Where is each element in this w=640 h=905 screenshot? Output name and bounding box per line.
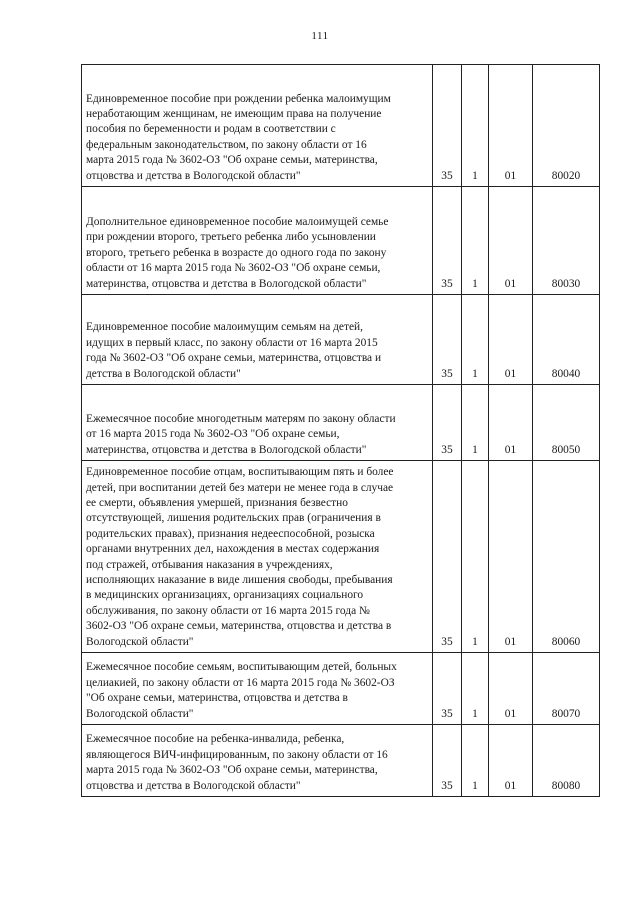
description-line: федеральным законодательством, по закону области от 16 (86, 138, 367, 151)
description-line: родительских правах), признания недееспособной, розыска (86, 527, 375, 540)
row-description (82, 725, 433, 797)
description-line: Ежемесячное пособие на ребенка-инвалида, ребенка, (86, 733, 345, 746)
target-article-code: 80030 (533, 187, 600, 295)
description-line: исполняющих наказание в виде лишения свободы, пребывания (86, 573, 393, 586)
description-line: Единовременное пособие при рождении ребенка малоимущим (86, 92, 391, 105)
ministry-code: 35 (433, 187, 462, 295)
row-description (82, 653, 433, 725)
ministry-code: 35 (433, 385, 462, 461)
description-line: Вологодской области" (86, 707, 194, 720)
row-description (82, 295, 433, 385)
description-line: ее смерти, объявления умершей, признания безвестно (86, 496, 348, 509)
description-line: идущих в первый класс, по закону области от 16 марта 2015 (86, 336, 378, 349)
description-line: "Об охране семьи, материнства, отцовства и детства в (86, 692, 348, 705)
description-line: в медицинских организациях, организациях социального (86, 589, 364, 602)
description-line: Единовременное пособие малоимущим семьям на детей, (86, 321, 363, 334)
section-code: 1 (462, 187, 489, 295)
page-number: 111 (311, 30, 329, 42)
description-line: органами внутренних дел, нахождения в местах содержания (86, 543, 380, 556)
section-code: 1 (462, 461, 489, 653)
subsection-code: 01 (489, 65, 533, 187)
row-description (82, 461, 433, 653)
subsection-code: 01 (489, 295, 533, 385)
description-line: при рождении второго, третьего ребенка либо усыновлении (86, 231, 376, 244)
description-line: детства в Вологодской области" (86, 367, 241, 380)
table-row (82, 653, 600, 725)
table-row (82, 385, 600, 461)
ministry-code: 35 (433, 295, 462, 385)
description-line: под стражей, отбывания наказания в учреждениях, (86, 558, 333, 571)
table-row (82, 295, 600, 385)
description-line: Ежемесячное пособие многодетным матерям по закону области (86, 412, 396, 425)
description-line: от 16 марта 2015 года № 3602-ОЗ "Об охране семьи, (86, 428, 340, 441)
ministry-code: 35 (433, 65, 462, 187)
description-line: неработающим женщинам, не имеющим права на получение (86, 107, 382, 120)
target-article-code: 80020 (533, 65, 600, 187)
description-line: области от 16 марта 2015 года № 3602-ОЗ "Об охране семьи, (86, 262, 381, 275)
subsection-code: 01 (489, 385, 533, 461)
description-line: марта 2015 года № 3602-ОЗ "Об охране семьи, материнства, (86, 154, 378, 167)
description-line: материнства, отцовства и детства в Вологодской области" (86, 443, 367, 456)
description-line: Вологодской области" (86, 635, 194, 648)
table-row (82, 461, 600, 653)
description-line: материнства, отцовства и детства в Вологодской области" (86, 277, 367, 290)
description-line: Ежемесячное пособие семьям, воспитывающим детей, больных (86, 661, 397, 674)
description-line: отсутствующей, лишения родительских прав (ограничения в (86, 512, 381, 525)
subsection-code: 01 (489, 461, 533, 653)
row-description (82, 187, 433, 295)
description-line: отцовства и детства в Вологодской области" (86, 169, 301, 182)
subsection-code: 01 (489, 653, 533, 725)
section-code: 1 (462, 725, 489, 797)
target-article-code: 80070 (533, 653, 600, 725)
table-row (82, 187, 600, 295)
description-line: целиакией, по закону области от 16 марта 2015 года № 3602-ОЗ (86, 676, 395, 689)
row-description (82, 65, 433, 187)
ministry-code: 35 (433, 461, 462, 653)
description-line: второго, третьего ребенка в возрасте до одного года по закону (86, 246, 387, 259)
target-article-code: 80060 (533, 461, 600, 653)
description-line: отцовства и детства в Вологодской области" (86, 779, 301, 792)
section-code: 1 (462, 385, 489, 461)
target-article-code: 80050 (533, 385, 600, 461)
description-line: года № 3602-ОЗ "Об охране семьи, материнства, отцовства и (86, 352, 382, 365)
description-line: Единовременное пособие отцам, воспитывающим пять и более (86, 466, 394, 479)
description-line: пособия по беременности и родам в соответствии с (86, 123, 336, 136)
target-article-code: 80080 (533, 725, 600, 797)
section-code: 1 (462, 65, 489, 187)
subsection-code: 01 (489, 725, 533, 797)
target-article-code: 80040 (533, 295, 600, 385)
description-line: являющегося ВИЧ-инфицированным, по закону области от 16 (86, 748, 388, 761)
row-description (82, 385, 433, 461)
description-line: Дополнительное единовременное пособие малоимущей семье (86, 215, 389, 228)
subsection-code: 01 (489, 187, 533, 295)
description-line: обслуживания, по закону области от 16 марта 2015 года № (86, 604, 370, 617)
description-line: марта 2015 года № 3602-ОЗ "Об охране семьи, материнства, (86, 764, 378, 777)
budget-classification-table (81, 64, 600, 797)
description-line: детей, при воспитании детей без матери не менее года в случае (86, 481, 394, 494)
ministry-code: 35 (433, 725, 462, 797)
table-row (82, 725, 600, 797)
table-row (82, 65, 600, 187)
ministry-code: 35 (433, 653, 462, 725)
description-line: 3602-ОЗ "Об охране семьи, материнства, отцовства и детства в (86, 620, 392, 633)
section-code: 1 (462, 653, 489, 725)
section-code: 1 (462, 295, 489, 385)
